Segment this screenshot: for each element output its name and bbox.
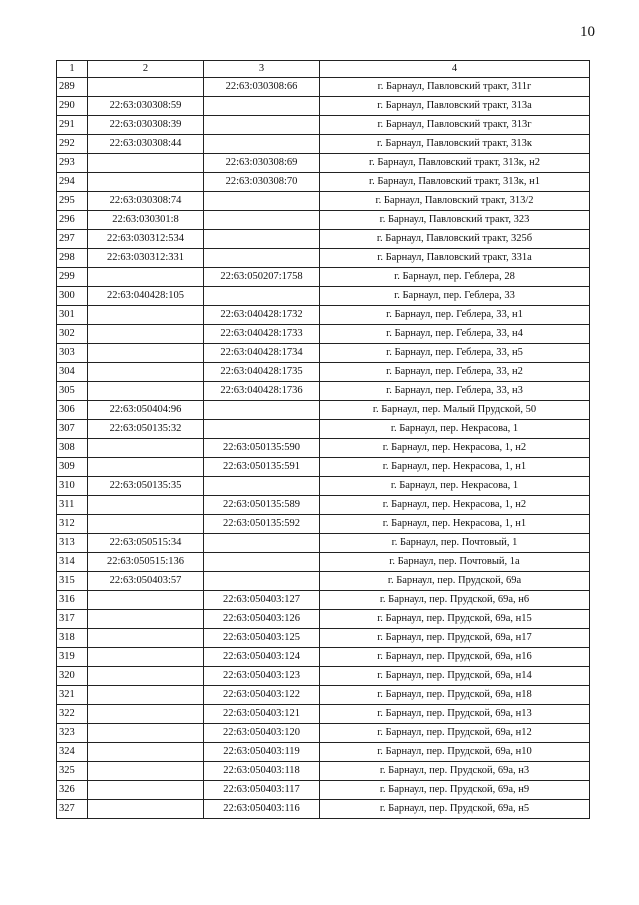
premises-cadastral-number-cell: 22:63:050403:123 <box>204 667 320 686</box>
address-cell: г. Барнаул, пер. Почтовый, 1 <box>320 534 590 553</box>
land-cadastral-number-cell <box>88 800 204 819</box>
land-cadastral-number-cell <box>88 496 204 515</box>
land-cadastral-number-cell <box>88 458 204 477</box>
premises-cadastral-number-cell: 22:63:050135:589 <box>204 496 320 515</box>
address-cell: г. Барнаул, пер. Прудской, 69а, н17 <box>320 629 590 648</box>
row-number-cell: 327 <box>57 800 88 819</box>
table-row <box>57 363 590 382</box>
address-cell: г. Барнаул, пер. Некрасова, 1 <box>320 420 590 439</box>
land-cadastral-number-cell: 22:63:030308:39 <box>88 116 204 135</box>
row-number-cell: 307 <box>57 420 88 439</box>
table-row <box>57 648 590 667</box>
table-row <box>57 344 590 363</box>
land-cadastral-number-cell: 22:63:050515:34 <box>88 534 204 553</box>
column-header-address: 4 <box>320 61 590 78</box>
land-cadastral-number-cell: 22:63:050404:96 <box>88 401 204 420</box>
address-cell: г. Барнаул, пер. Некрасова, 1, н1 <box>320 458 590 477</box>
table-row <box>57 762 590 781</box>
table-row <box>57 268 590 287</box>
row-number-cell: 306 <box>57 401 88 420</box>
premises-cadastral-number-cell: 22:63:030308:69 <box>204 154 320 173</box>
row-number-cell: 314 <box>57 553 88 572</box>
address-cell: г. Барнаул, пер. Некрасова, 1 <box>320 477 590 496</box>
land-cadastral-number-cell: 22:63:030312:331 <box>88 249 204 268</box>
address-cell: г. Барнаул, Павловский тракт, 313г <box>320 116 590 135</box>
row-number-cell: 318 <box>57 629 88 648</box>
row-number-cell: 289 <box>57 78 88 97</box>
table-row <box>57 420 590 439</box>
premises-cadastral-number-cell <box>204 572 320 591</box>
address-cell: г. Барнаул, пер. Некрасова, 1, н2 <box>320 439 590 458</box>
address-cell: г. Барнаул, пер. Геблера, 33, н5 <box>320 344 590 363</box>
table-row <box>57 192 590 211</box>
table-row <box>57 458 590 477</box>
table-row <box>57 97 590 116</box>
land-cadastral-number-cell <box>88 78 204 97</box>
row-number-cell: 301 <box>57 306 88 325</box>
row-number-cell: 324 <box>57 743 88 762</box>
row-number-cell: 298 <box>57 249 88 268</box>
address-cell: г. Барнаул, Павловский тракт, 325б <box>320 230 590 249</box>
premises-cadastral-number-cell: 22:63:040428:1735 <box>204 363 320 382</box>
address-cell: г. Барнаул, Павловский тракт, 313а <box>320 97 590 116</box>
address-cell: г. Барнаул, пер. Некрасова, 1, н1 <box>320 515 590 534</box>
table-row <box>57 249 590 268</box>
address-cell: г. Барнаул, Павловский тракт, 311г <box>320 78 590 97</box>
address-cell: г. Барнаул, пер. Прудской, 69а, н3 <box>320 762 590 781</box>
land-cadastral-number-cell: 22:63:030308:74 <box>88 192 204 211</box>
table-row <box>57 173 590 192</box>
property-register-table <box>56 60 590 819</box>
land-cadastral-number-cell <box>88 515 204 534</box>
premises-cadastral-number-cell: 22:63:050403:125 <box>204 629 320 648</box>
address-cell: г. Барнаул, пер. Геблера, 33 <box>320 287 590 306</box>
premises-cadastral-number-cell: 22:63:050403:126 <box>204 610 320 629</box>
table-row <box>57 439 590 458</box>
premises-cadastral-number-cell <box>204 211 320 230</box>
land-cadastral-number-cell <box>88 363 204 382</box>
row-number-cell: 325 <box>57 762 88 781</box>
row-number-cell: 326 <box>57 781 88 800</box>
premises-cadastral-number-cell: 22:63:040428:1733 <box>204 325 320 344</box>
table-row <box>57 287 590 306</box>
table-row <box>57 211 590 230</box>
premises-cadastral-number-cell: 22:63:050135:591 <box>204 458 320 477</box>
land-cadastral-number-cell <box>88 306 204 325</box>
land-cadastral-number-cell: 22:63:050135:35 <box>88 477 204 496</box>
land-cadastral-number-cell <box>88 724 204 743</box>
address-cell: г. Барнаул, пер. Некрасова, 1, н2 <box>320 496 590 515</box>
table-header-row <box>57 61 590 78</box>
land-cadastral-number-cell <box>88 591 204 610</box>
land-cadastral-number-cell <box>88 173 204 192</box>
row-number-cell: 293 <box>57 154 88 173</box>
premises-cadastral-number-cell: 22:63:040428:1736 <box>204 382 320 401</box>
table-row <box>57 743 590 762</box>
table-row <box>57 306 590 325</box>
row-number-cell: 311 <box>57 496 88 515</box>
row-number-cell: 296 <box>57 211 88 230</box>
premises-cadastral-number-cell <box>204 116 320 135</box>
row-number-cell: 315 <box>57 572 88 591</box>
row-number-cell: 317 <box>57 610 88 629</box>
table-row <box>57 401 590 420</box>
row-number-cell: 316 <box>57 591 88 610</box>
premises-cadastral-number-cell <box>204 534 320 553</box>
premises-cadastral-number-cell <box>204 401 320 420</box>
page-number: 10 <box>580 24 595 40</box>
address-cell: г. Барнаул, пер. Геблера, 28 <box>320 268 590 287</box>
table-row <box>57 667 590 686</box>
premises-cadastral-number-cell: 22:63:040428:1734 <box>204 344 320 363</box>
premises-cadastral-number-cell <box>204 420 320 439</box>
row-number-cell: 290 <box>57 97 88 116</box>
address-cell: г. Барнаул, пер. Прудской, 69а, н15 <box>320 610 590 629</box>
row-number-cell: 320 <box>57 667 88 686</box>
land-cadastral-number-cell <box>88 686 204 705</box>
table-row <box>57 686 590 705</box>
address-cell: г. Барнаул, пер. Геблера, 33, н2 <box>320 363 590 382</box>
row-number-cell: 312 <box>57 515 88 534</box>
land-cadastral-number-cell <box>88 439 204 458</box>
land-cadastral-number-cell: 22:63:030308:59 <box>88 97 204 116</box>
row-number-cell: 309 <box>57 458 88 477</box>
row-number-cell: 308 <box>57 439 88 458</box>
address-cell: г. Барнаул, пер. Прудской, 69а, н5 <box>320 800 590 819</box>
table-row <box>57 496 590 515</box>
premises-cadastral-number-cell: 22:63:050403:119 <box>204 743 320 762</box>
address-cell: г. Барнаул, пер. Прудской, 69а, н13 <box>320 705 590 724</box>
table-row <box>57 724 590 743</box>
address-cell: г. Барнаул, пер. Прудской, 69а, н10 <box>320 743 590 762</box>
premises-cadastral-number-cell: 22:63:050207:1758 <box>204 268 320 287</box>
land-cadastral-number-cell <box>88 648 204 667</box>
premises-cadastral-number-cell: 22:63:050403:120 <box>204 724 320 743</box>
address-cell: г. Барнаул, пер. Почтовый, 1а <box>320 553 590 572</box>
land-cadastral-number-cell <box>88 629 204 648</box>
premises-cadastral-number-cell: 22:63:050403:127 <box>204 591 320 610</box>
table-row <box>57 230 590 249</box>
table-row <box>57 515 590 534</box>
table-row <box>57 629 590 648</box>
land-cadastral-number-cell <box>88 382 204 401</box>
address-cell: г. Барнаул, Павловский тракт, 313/2 <box>320 192 590 211</box>
row-number-cell: 295 <box>57 192 88 211</box>
row-number-cell: 297 <box>57 230 88 249</box>
row-number-cell: 304 <box>57 363 88 382</box>
land-cadastral-number-cell <box>88 154 204 173</box>
table-row <box>57 382 590 401</box>
address-cell: г. Барнаул, пер. Геблера, 33, н3 <box>320 382 590 401</box>
premises-cadastral-number-cell: 22:63:030308:66 <box>204 78 320 97</box>
land-cadastral-number-cell <box>88 762 204 781</box>
row-number-cell: 300 <box>57 287 88 306</box>
table-row <box>57 781 590 800</box>
land-cadastral-number-cell <box>88 667 204 686</box>
row-number-cell: 310 <box>57 477 88 496</box>
address-cell: г. Барнаул, пер. Малый Прудской, 50 <box>320 401 590 420</box>
address-cell: г. Барнаул, пер. Прудской, 69а, н9 <box>320 781 590 800</box>
row-number-cell: 291 <box>57 116 88 135</box>
table-row <box>57 591 590 610</box>
column-header-premises-cadastral: 3 <box>204 61 320 78</box>
land-cadastral-number-cell <box>88 325 204 344</box>
land-cadastral-number-cell: 22:63:050403:57 <box>88 572 204 591</box>
column-header-land-cadastral: 2 <box>88 61 204 78</box>
row-number-cell: 319 <box>57 648 88 667</box>
premises-cadastral-number-cell: 22:63:050403:122 <box>204 686 320 705</box>
row-number-cell: 303 <box>57 344 88 363</box>
table-row <box>57 610 590 629</box>
land-cadastral-number-cell: 22:63:030308:44 <box>88 135 204 154</box>
table-row <box>57 154 590 173</box>
table-row <box>57 572 590 591</box>
land-cadastral-number-cell: 22:63:040428:105 <box>88 287 204 306</box>
premises-cadastral-number-cell <box>204 553 320 572</box>
row-number-cell: 305 <box>57 382 88 401</box>
premises-cadastral-number-cell: 22:63:040428:1732 <box>204 306 320 325</box>
land-cadastral-number-cell <box>88 743 204 762</box>
table-row <box>57 534 590 553</box>
land-cadastral-number-cell <box>88 610 204 629</box>
premises-cadastral-number-cell <box>204 230 320 249</box>
premises-cadastral-number-cell <box>204 135 320 154</box>
table-row <box>57 553 590 572</box>
row-number-cell: 292 <box>57 135 88 154</box>
address-cell: г. Барнаул, Павловский тракт, 331а <box>320 249 590 268</box>
table-row <box>57 78 590 97</box>
address-cell: г. Барнаул, Павловский тракт, 313к, н1 <box>320 173 590 192</box>
premises-cadastral-number-cell <box>204 477 320 496</box>
table-row <box>57 325 590 344</box>
land-cadastral-number-cell <box>88 268 204 287</box>
table-row <box>57 705 590 724</box>
land-cadastral-number-cell: 22:63:030312:534 <box>88 230 204 249</box>
address-cell: г. Барнаул, пер. Геблера, 33, н4 <box>320 325 590 344</box>
premises-cadastral-number-cell <box>204 97 320 116</box>
row-number-cell: 313 <box>57 534 88 553</box>
row-number-cell: 322 <box>57 705 88 724</box>
premises-cadastral-number-cell: 22:63:050403:124 <box>204 648 320 667</box>
address-cell: г. Барнаул, пер. Прудской, 69а, н14 <box>320 667 590 686</box>
land-cadastral-number-cell <box>88 705 204 724</box>
row-number-cell: 299 <box>57 268 88 287</box>
land-cadastral-number-cell: 22:63:030301:8 <box>88 211 204 230</box>
table-row <box>57 135 590 154</box>
address-cell: г. Барнаул, Павловский тракт, 313к <box>320 135 590 154</box>
land-cadastral-number-cell: 22:63:050135:32 <box>88 420 204 439</box>
premises-cadastral-number-cell: 22:63:050403:116 <box>204 800 320 819</box>
address-cell: г. Барнаул, пер. Прудской, 69а, н16 <box>320 648 590 667</box>
premises-cadastral-number-cell <box>204 249 320 268</box>
land-cadastral-number-cell <box>88 344 204 363</box>
land-cadastral-number-cell <box>88 781 204 800</box>
address-cell: г. Барнаул, пер. Геблера, 33, н1 <box>320 306 590 325</box>
table-row <box>57 477 590 496</box>
address-cell: г. Барнаул, пер. Прудской, 69а, н12 <box>320 724 590 743</box>
premises-cadastral-number-cell: 22:63:030308:70 <box>204 173 320 192</box>
address-cell: г. Барнаул, пер. Прудской, 69а, н18 <box>320 686 590 705</box>
table-row <box>57 116 590 135</box>
row-number-cell: 323 <box>57 724 88 743</box>
row-number-cell: 321 <box>57 686 88 705</box>
address-cell: г. Барнаул, Павловский тракт, 313к, н2 <box>320 154 590 173</box>
premises-cadastral-number-cell: 22:63:050135:590 <box>204 439 320 458</box>
premises-cadastral-number-cell <box>204 192 320 211</box>
land-cadastral-number-cell: 22:63:050515:136 <box>88 553 204 572</box>
address-cell: г. Барнаул, Павловский тракт, 323 <box>320 211 590 230</box>
premises-cadastral-number-cell <box>204 287 320 306</box>
column-header-number: 1 <box>57 61 88 78</box>
premises-cadastral-number-cell: 22:63:050403:118 <box>204 762 320 781</box>
address-cell: г. Барнаул, пер. Прудской, 69а <box>320 572 590 591</box>
premises-cadastral-number-cell: 22:63:050403:117 <box>204 781 320 800</box>
row-number-cell: 294 <box>57 173 88 192</box>
table-row <box>57 800 590 819</box>
row-number-cell: 302 <box>57 325 88 344</box>
address-cell: г. Барнаул, пер. Прудской, 69а, н6 <box>320 591 590 610</box>
premises-cadastral-number-cell: 22:63:050403:121 <box>204 705 320 724</box>
premises-cadastral-number-cell: 22:63:050135:592 <box>204 515 320 534</box>
